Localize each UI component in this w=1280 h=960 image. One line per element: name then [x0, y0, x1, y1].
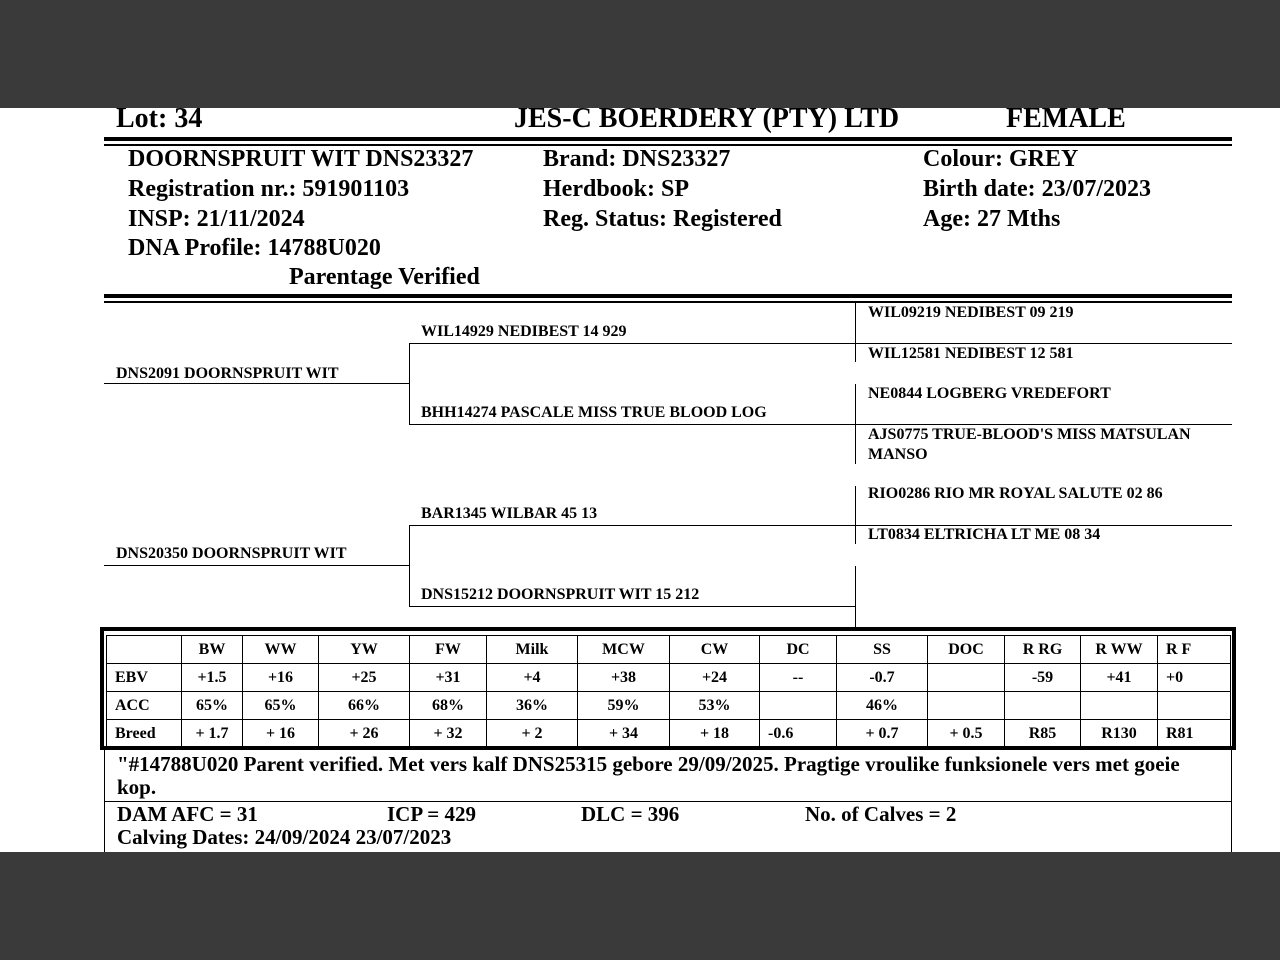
pedigree-sire-sire: WIL14929 NEDIBEST 14 929 [421, 323, 627, 340]
breeder-name: JES-C BOERDERY (PTY) LTD [514, 108, 900, 134]
dam-afc: DAM AFC = 31 [117, 802, 258, 826]
table-cell [1081, 692, 1158, 720]
table-cell [928, 664, 1005, 692]
acc-row [107, 692, 1231, 720]
table-cell: -0.6 [760, 720, 837, 748]
table-header-cell: Milk [487, 636, 578, 664]
pedigree-gg-2: WIL12581 NEDIBEST 12 581 [868, 345, 1074, 362]
calving-summary [104, 802, 1232, 852]
dlc: DLC = 396 [581, 802, 680, 826]
pedigree-line [409, 525, 855, 526]
pedigree-dam-dam: DNS15212 DOORNSPRUIT WIT 15 212 [421, 586, 700, 603]
table-cell: +0 [1158, 664, 1231, 692]
table-header-cell: YW [319, 636, 410, 664]
pedigree-line [409, 525, 410, 606]
table-cell: +31 [410, 664, 487, 692]
brand: Brand: DNS23327 [543, 146, 731, 172]
sex-label: FEMALE [1006, 108, 1126, 134]
table-cell: + 0.7 [837, 720, 928, 748]
table-cell: 68% [410, 692, 487, 720]
table-cell: -0.7 [837, 664, 928, 692]
pedigree-gg-6: LT0834 ELTRICHA LT ME 08 34 [868, 526, 1101, 543]
table-cell: 66% [319, 692, 410, 720]
pedigree-line [409, 424, 855, 425]
info-rule-thin [104, 301, 1232, 303]
table-cell: + 32 [410, 720, 487, 748]
table-cell: + 26 [319, 720, 410, 748]
pedigree-line [855, 486, 856, 544]
table-header-cell: SS [837, 636, 928, 664]
table-header-cell: R F [1158, 636, 1231, 664]
table-cell: +25 [319, 664, 410, 692]
table-header-cell: MCW [578, 636, 670, 664]
ebv-row [107, 664, 1231, 692]
pedigree-gg-5: RIO0286 RIO MR ROYAL SALUTE 02 86 [868, 485, 1163, 502]
registration-status: Reg. Status: Registered [543, 206, 782, 232]
pedigree-sire-dam: BHH14274 PASCALE MISS TRUE BLOOD LOG [421, 404, 767, 421]
info-rule-thick [104, 294, 1232, 298]
table-cell: + 1.7 [182, 720, 243, 748]
table-header-cell: BW [182, 636, 243, 664]
lot-number: 34 [174, 108, 203, 134]
table-header-cell: DOC [928, 636, 1005, 664]
colour: Colour: GREY [923, 146, 1079, 172]
table-row-label: EBV [107, 664, 182, 692]
table-cell: +16 [243, 664, 319, 692]
comment-box [104, 750, 1232, 802]
table-header-cell: R WW [1081, 636, 1158, 664]
pedigree-dam: DNS20350 DOORNSPRUIT WIT [116, 545, 347, 562]
table-cell: 36% [487, 692, 578, 720]
age: Age: 27 Mths [923, 206, 1061, 232]
birth-date: Birth date: 23/07/2023 [923, 176, 1151, 202]
pedigree-gg-3: NE0844 LOGBERG VREDEFORT [868, 385, 1111, 402]
parentage-status: Parentage Verified [289, 264, 480, 290]
table-cell: +1.5 [182, 664, 243, 692]
pedigree-gg-4: AJS0775 TRUE-BLOOD'S MISS MATSULAN [868, 426, 1191, 443]
lot-catalogue-page [0, 108, 1280, 852]
pedigree-line [855, 303, 856, 362]
table-row-label: ACC [107, 692, 182, 720]
table-cell: -- [760, 664, 837, 692]
lot-label: Lot: 34 [116, 108, 202, 135]
table-cell: 65% [243, 692, 319, 720]
table-cell: + 34 [578, 720, 670, 748]
table-header-cell [107, 636, 182, 664]
table-cell: 59% [578, 692, 670, 720]
pedigree-line [104, 565, 409, 566]
pedigree-line [855, 424, 1232, 425]
table-cell: +41 [1081, 664, 1158, 692]
table-cell: 53% [670, 692, 760, 720]
ebv-header-row [107, 636, 1231, 664]
table-cell [928, 692, 1005, 720]
header-rule-thick [104, 137, 1232, 141]
table-cell: +38 [578, 664, 670, 692]
table-header-cell: WW [243, 636, 319, 664]
table-cell: 46% [837, 692, 928, 720]
table-header-cell: CW [670, 636, 760, 664]
insp-date: INSP: 21/11/2024 [128, 206, 305, 232]
pedigree-sire: DNS2091 DOORNSPRUIT WIT [116, 365, 339, 382]
pedigree-gg-4-cont: MANSO [868, 446, 928, 463]
breed-row [107, 720, 1231, 748]
table-cell: + 0.5 [928, 720, 1005, 748]
lot-comment: "#14788U020 Parent verified. Met vers kalf DNS25315 gebore 29/09/2025. Pragtige vroulike funksionele vers met goeie kop. [117, 752, 1180, 799]
number-of-calves: No. of Calves = 2 [805, 802, 957, 826]
herdbook: Herdbook: SP [543, 176, 690, 202]
table-header-cell: R RG [1005, 636, 1081, 664]
table-cell: + 16 [243, 720, 319, 748]
table-header-cell: FW [410, 636, 487, 664]
table-cell: 65% [182, 692, 243, 720]
pedigree-dam-sire: BAR1345 WILBAR 45 13 [421, 505, 598, 522]
animal-name: DOORNSPRUIT WIT DNS23327 [128, 146, 474, 172]
pedigree-line [409, 606, 855, 607]
table-cell: +4 [487, 664, 578, 692]
ebv-table [106, 635, 1231, 748]
table-cell [1005, 692, 1081, 720]
calving-dates: Calving Dates: 24/09/2024 23/07/2023 [117, 825, 452, 849]
table-cell [1158, 692, 1231, 720]
table-header-cell: DC [760, 636, 837, 664]
pedigree-line [855, 343, 1232, 344]
pedigree-gg-1: WIL09219 NEDIBEST 09 219 [868, 304, 1074, 321]
pedigree-line [104, 383, 409, 384]
table-row-label: Breed [107, 720, 182, 748]
icp: ICP = 429 [387, 802, 476, 826]
table-cell: -59 [1005, 664, 1081, 692]
table-cell: + 2 [487, 720, 578, 748]
table-cell: R85 [1005, 720, 1081, 748]
table-cell: R130 [1081, 720, 1158, 748]
table-cell: +24 [670, 664, 760, 692]
registration-number: Registration nr.: 591901103 [128, 176, 410, 202]
pedigree-line [409, 343, 855, 344]
pedigree-line [855, 566, 856, 628]
dna-profile: DNA Profile: 14788U020 [128, 235, 381, 261]
table-cell [760, 692, 837, 720]
pedigree-line [409, 343, 410, 424]
table-cell: + 18 [670, 720, 760, 748]
table-cell: R81 [1158, 720, 1231, 748]
